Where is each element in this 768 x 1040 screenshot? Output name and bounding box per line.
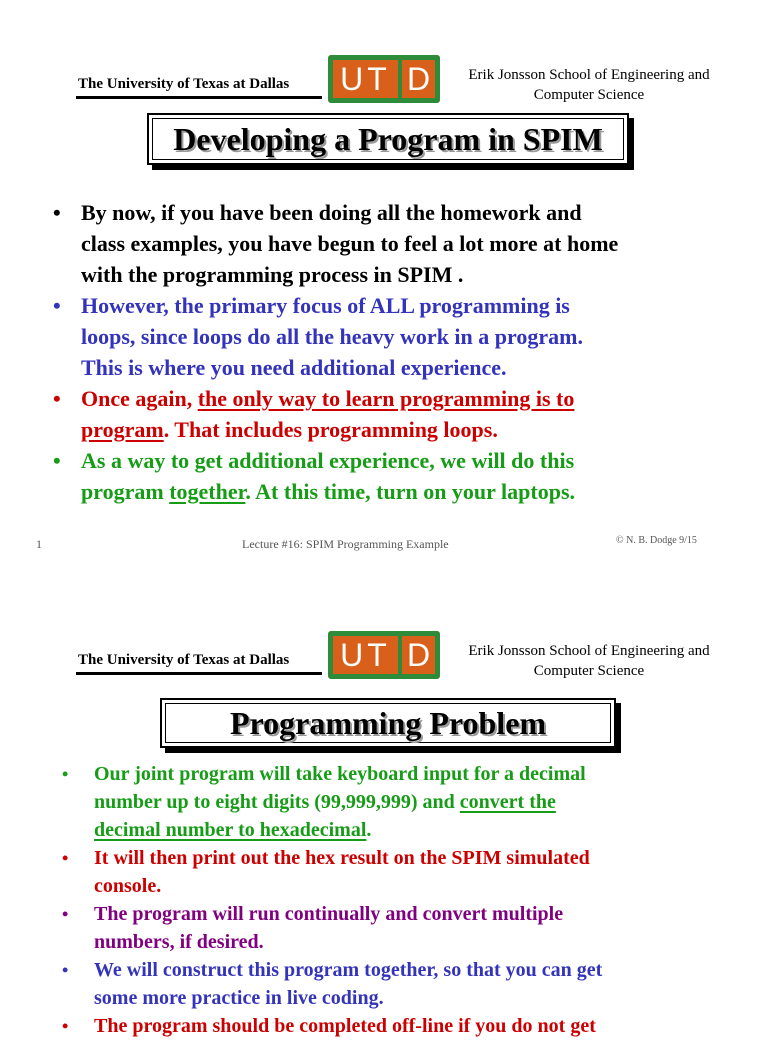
bullet-text: number up to eight digits (99,999,999) and	[94, 791, 460, 813]
university-name: The University of Texas at Dallas	[78, 76, 290, 92]
bullet-line	[94, 816, 752, 844]
bullet-dot: •	[53, 448, 61, 473]
header-rule	[76, 672, 322, 675]
emphasis-text: together	[169, 479, 246, 504]
emphasis-text: program	[81, 417, 164, 442]
utd-logo-d: D	[402, 636, 435, 674]
bullet-text: . That includes programming loops.	[163, 417, 498, 442]
bullet-dot: •	[62, 764, 69, 784]
bullet-item	[62, 844, 752, 900]
bullet-list	[62, 760, 752, 1040]
bullet-item	[62, 760, 752, 844]
bullet-dot: •	[53, 293, 61, 318]
bullet-list	[53, 197, 753, 507]
bullet-line: We will construct this program together, so that you can get	[94, 959, 603, 981]
bullet-item	[53, 383, 753, 445]
page-number: 1	[36, 537, 42, 551]
bullet-item	[62, 1012, 752, 1040]
slide-2	[0, 580, 768, 1037]
bullet-line	[81, 476, 753, 507]
bullet-line: The program will run continually and convert multiple	[94, 903, 564, 925]
utd-logo	[328, 55, 440, 103]
slide-title: Developing a Program in SPIM	[173, 120, 603, 157]
bullet-item	[62, 900, 752, 956]
bullet-text: Once again,	[81, 386, 198, 411]
school-line-2: Computer Science	[533, 663, 645, 679]
bullet-line: some more practice in live coding.	[94, 987, 384, 1009]
bullet-line: As a way to get additional experience, we will do this	[81, 448, 575, 473]
bullet-text: program	[81, 479, 170, 504]
bullet-line: It will then print out the hex result on the SPIM simulated	[94, 847, 590, 869]
bullet-line: However, the primary focus of ALL programming is	[81, 293, 570, 318]
footer-copyright: © N. B. Dodge 9/15	[616, 535, 697, 546]
bullet-item	[53, 197, 753, 290]
utd-logo-ut: UT	[333, 60, 398, 98]
bullet-item	[53, 290, 753, 383]
emphasis-text: decimal number to hexadecimal	[94, 819, 367, 841]
bullet-dot: •	[62, 904, 69, 924]
bullet-dot: •	[62, 848, 69, 868]
school-name	[448, 65, 730, 105]
bullet-dot: •	[53, 200, 61, 225]
utd-logo	[328, 631, 440, 679]
bullet-line: numbers, if desired.	[94, 931, 264, 953]
bullet-text: . At this time, turn on your laptops.	[245, 479, 576, 504]
utd-logo-d: D	[402, 60, 435, 98]
bullet-line	[81, 383, 753, 414]
bullet-item	[62, 956, 752, 1012]
bullet-line: This is where you need additional experience.	[81, 355, 507, 380]
bullet-line: The program should be completed off-line if you do not get	[94, 1015, 596, 1037]
utd-logo-ut: UT	[333, 636, 398, 674]
header-rule	[76, 96, 322, 99]
bullet-line	[81, 414, 753, 445]
slide-title: Programming Problem	[229, 704, 547, 741]
bullet-line: Our joint program will take keyboard input for a decimal	[94, 763, 586, 785]
slide-title-box	[160, 698, 616, 748]
bullet-line	[94, 788, 752, 816]
bullet-line: loops, since loops do all the heavy work in a program.	[81, 324, 583, 349]
bullet-dot: •	[62, 1016, 69, 1036]
bullet-line: class examples, you have begun to feel a lot more at home	[81, 231, 619, 256]
slide-title-box	[147, 113, 629, 165]
bullet-item	[53, 445, 753, 507]
emphasis-text: the only way to learn programming is to	[197, 386, 575, 411]
bullet-text: .	[366, 819, 372, 841]
school-line-1: Erik Jonsson School of Engineering and	[468, 67, 710, 83]
school-line-2: Computer Science	[533, 87, 645, 103]
bullet-line: By now, if you have been doing all the homework and	[81, 200, 582, 225]
bullet-dot: •	[53, 386, 61, 411]
school-line-1: Erik Jonsson School of Engineering and	[468, 643, 710, 659]
footer-lecture: Lecture #16: SPIM Programming Example	[242, 537, 449, 551]
school-name	[448, 641, 730, 681]
bullet-line: with the programming process in SPIM .	[81, 262, 464, 287]
emphasis-text: convert the	[459, 791, 556, 813]
bullet-line: console.	[94, 875, 162, 897]
bullet-dot: •	[62, 960, 69, 980]
university-name: The University of Texas at Dallas	[78, 652, 290, 668]
